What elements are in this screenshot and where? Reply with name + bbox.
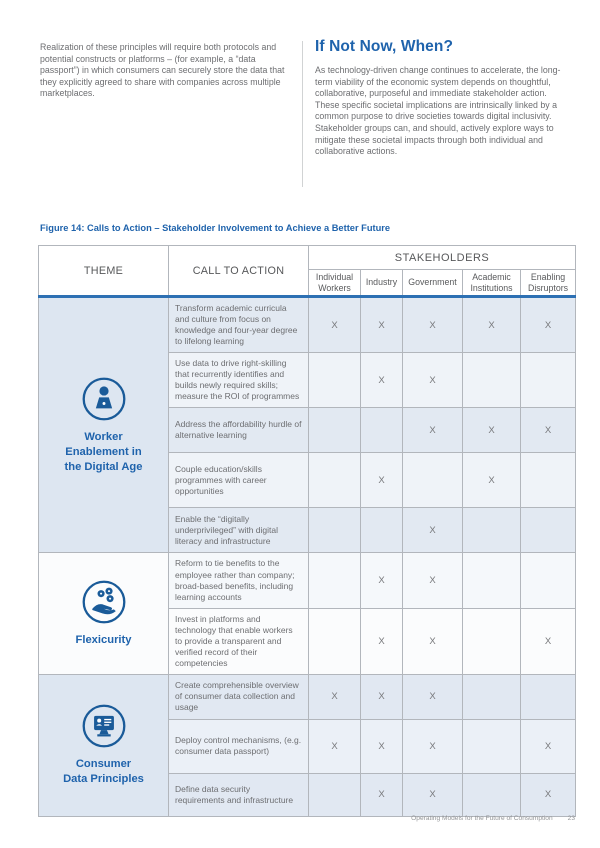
stakeholder-mark-empty [463,553,521,608]
stakeholder-mark-empty [521,353,576,408]
figure-caption: Figure 14: Calls to Action – Stakeholder Involvement to Achieve a Better Future [40,223,391,233]
stakeholder-mark: X [361,608,403,674]
action-cell: Create comprehensible overview of consumer data collection and usage [169,674,309,719]
stakeholder-mark: X [403,674,463,719]
stakeholder-mark: X [521,608,576,674]
stakeholder-mark: X [403,353,463,408]
stakeholder-mark: X [361,773,403,816]
calls-to-action-table [38,245,576,817]
action-cell: Transform academic curricula and culture from focus on knowledge and four-year degree to lifelong learning [169,297,309,353]
action-cell: Couple education/skills programmes with career opportunities [169,453,309,508]
stakeholder-mark-empty [309,608,361,674]
stakeholders-header: STAKEHOLDERS [309,246,576,270]
stakeholder-mark-empty [309,353,361,408]
stakeholder-mark: X [361,553,403,608]
stakeholder-mark-empty [521,508,576,553]
action-cell: Enable the “digitally underprivileged” with digital literacy and infrastructure [169,508,309,553]
table-row [39,553,576,608]
action-cell: Define data security requirements and infrastructure [169,773,309,816]
page-number: 23 [567,815,575,822]
hand-with-coins-icon [81,579,127,625]
stakeholder-mark: X [463,297,521,353]
action-cell: Use data to drive right-skilling that recurrently identifies and builds newly required skills; measure the ROI of programmes [169,353,309,408]
stakeholder-mark-empty [463,508,521,553]
stakeholder-mark: X [309,674,361,719]
theme-label: Consumer Data Principles [63,758,144,786]
theme-column-header: THEME [39,246,169,297]
worker-at-laptop-icon [81,376,127,422]
stakeholder-subheader: Academic Institutions [463,270,521,297]
stakeholder-subheader: Government [403,270,463,297]
stakeholder-mark: X [361,719,403,773]
stakeholder-mark-empty [309,773,361,816]
table-row [39,297,576,353]
stakeholder-mark-empty [361,408,403,453]
stakeholder-mark: X [521,719,576,773]
stakeholder-mark-empty [463,719,521,773]
stakeholder-mark-empty [521,674,576,719]
stakeholder-mark-empty [521,553,576,608]
intro-right-paragraph: As technology-driven change continues to accelerate, the long-term viability of the economic system depends on thoughtful, collaborative, purposeful and immediate stakeholder action. These specific societal implications are intrinsically linked by a common purpose to drive societies towards digital inclusivity. Stakeholder groups can, and should, actively explore ways to mitigate these societal impacts through both individual and collaborative actions. [315,65,561,157]
stakeholder-subheader: Individual Workers [309,270,361,297]
stakeholder-mark-empty [309,553,361,608]
stakeholder-mark: X [463,408,521,453]
action-cell: Deploy control mechanisms, (e.g. consumer data passport) [169,719,309,773]
stakeholder-mark: X [403,297,463,353]
stakeholder-mark-empty [361,508,403,553]
action-cell: Address the affordability hurdle of alternative learning [169,408,309,453]
theme-cell [39,674,169,816]
stakeholder-mark: X [521,297,576,353]
stakeholder-mark: X [403,608,463,674]
stakeholder-mark: X [309,719,361,773]
stakeholder-mark: X [521,408,576,453]
intro-left-paragraph: Realization of these principles will require both protocols and potential constructs or platforms – (for example, a “data passport”) in which consumers can securely store the data that they explicitly agreed to share with companies across multiple marketplaces. [40,42,285,99]
stakeholder-mark-empty [309,453,361,508]
stakeholder-mark: X [403,408,463,453]
stakeholder-mark: X [521,773,576,816]
stakeholder-mark: X [403,508,463,553]
stakeholder-subheader: Industry [361,270,403,297]
stakeholder-mark-empty [463,353,521,408]
theme-label: Worker Enablement in the Digital Age [64,430,143,473]
stakeholder-mark-empty [521,453,576,508]
stakeholder-mark-empty [403,453,463,508]
call-to-action-column-header: CALL TO ACTION [169,246,309,297]
table-row [39,674,576,719]
stakeholder-mark: X [403,719,463,773]
stakeholder-mark: X [403,773,463,816]
theme-label: Flexicurity [75,634,132,647]
stakeholder-mark-empty [463,674,521,719]
action-cell: Invest in platforms and technology that enable workers to provide a transparent and verified record of their competencies [169,608,309,674]
stakeholder-mark-empty [309,408,361,453]
column-divider [302,41,303,187]
monitor-id-card-icon [81,703,127,749]
stakeholder-mark: X [361,674,403,719]
footer-title: Operating Models for the Future of Consumption [411,815,553,822]
stakeholder-mark-empty [463,773,521,816]
stakeholder-mark-empty [463,608,521,674]
stakeholder-subheader: Enabling Disruptors [521,270,576,297]
section-heading: If Not Now, When? [315,38,454,55]
stakeholder-mark: X [309,297,361,353]
stakeholder-mark: X [463,453,521,508]
stakeholder-mark: X [361,353,403,408]
action-cell: Reform to tie benefits to the employee rather than company; broad-based benefits, including learning accounts [169,553,309,608]
stakeholder-mark: X [403,553,463,608]
theme-cell [39,553,169,674]
theme-cell [39,297,169,553]
stakeholder-mark: X [361,297,403,353]
stakeholder-mark-empty [309,508,361,553]
intro-right-column [315,38,573,158]
page-footer [411,815,575,822]
stakeholder-mark: X [361,453,403,508]
